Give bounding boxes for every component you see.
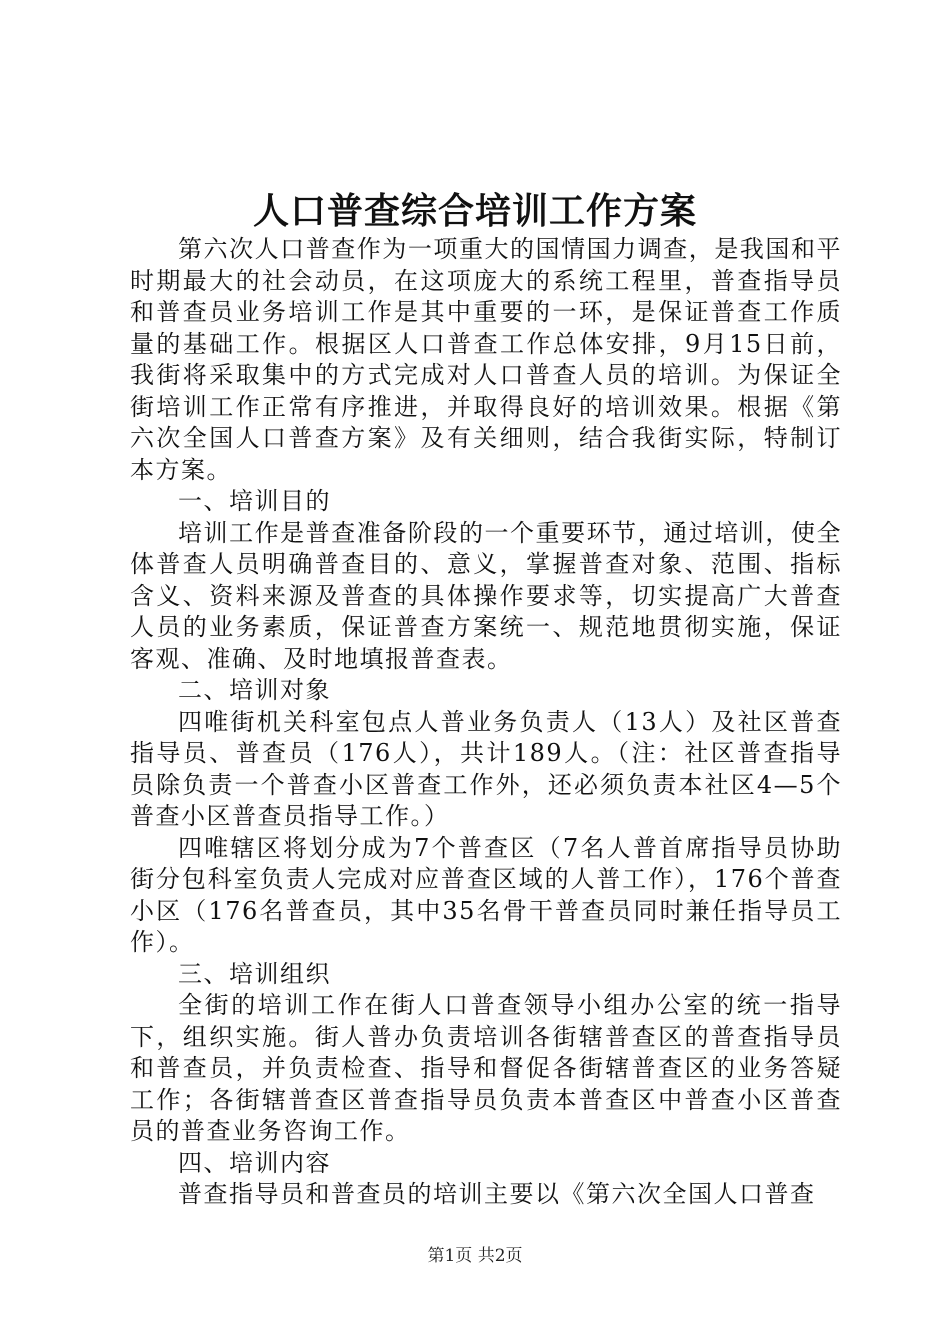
page-number: 第1页 共2页 [427, 1246, 523, 1266]
section-paragraph: 四唯辖区将划分成为7个普查区（7名人普首席指导员协助街分包科室负责人完成对应普查区域的人普工作），176个普查小区（176名普查员，其中35名骨干普查员同时兼任指导员工作）。 [130, 833, 842, 956]
section-heading-organization: 三、培训组织 [178, 959, 331, 988]
document-body [130, 234, 842, 1211]
section-paragraph: 普查指导员和普查员的培训主要以《第六次全国人口普查 [178, 1180, 816, 1208]
section-heading-audience: 二、培训对象 [178, 676, 331, 704]
section-heading-content: 四、培训内容 [178, 1148, 331, 1177]
page-title: 人口普查综合培训工作方案 [252, 190, 697, 232]
intro-paragraph: 第六次人口普查作为一项重大的国情国力调查，是我国和平时期最大的社会动员，在这项庞大的系统工程里，普查指导员和普查员业务培训工作是其中重要的一环，是保证普查工作质量的基础工作。根据区人口普查工作总体安排，9月15日前，我街将采取集中的方式完成对人口普查人员的培训。为保证全街培训工作正常有序推进，并取得良好的培训效果。根据《第六次全国人口普查方案》及有关细则，结合我街实际，特制订本方案。 [130, 235, 842, 484]
section-paragraph: 培训工作是普查准备阶段的一个重要环节，通过培训，使全体普查人员明确普查目的、意义，掌握普查对象、范围、指标含义、资料来源及普查的具体操作要求等，切实提高广大普查人员的业务素质，保证普查方案统一、规范地贯彻实施，保证客观、准确、及时地填报普查表。 [130, 518, 842, 673]
section-paragraph: 全街的培训工作在街人口普查领导小组办公室的统一指导下，组织实施。街人普办负责培训各街辖普查区的普查指导员和普查员，并负责检查、指导和督促各街辖普查区的业务答疑工作；各街辖普查区普查指导员负责本普查区中普查小区普查员的普查业务咨询工作。 [130, 991, 842, 1145]
section-heading-purpose: 一、培训目的 [178, 487, 331, 515]
section-paragraph: 四唯街机关科室包点人普业务负责人（13人）及社区普查指导员、普查员（176人），共计189人。（注：社区普查指导员除负责一个普查小区普查工作外，还必须负责本社区4—5个普查小区普查员指导工作。） [130, 707, 842, 830]
